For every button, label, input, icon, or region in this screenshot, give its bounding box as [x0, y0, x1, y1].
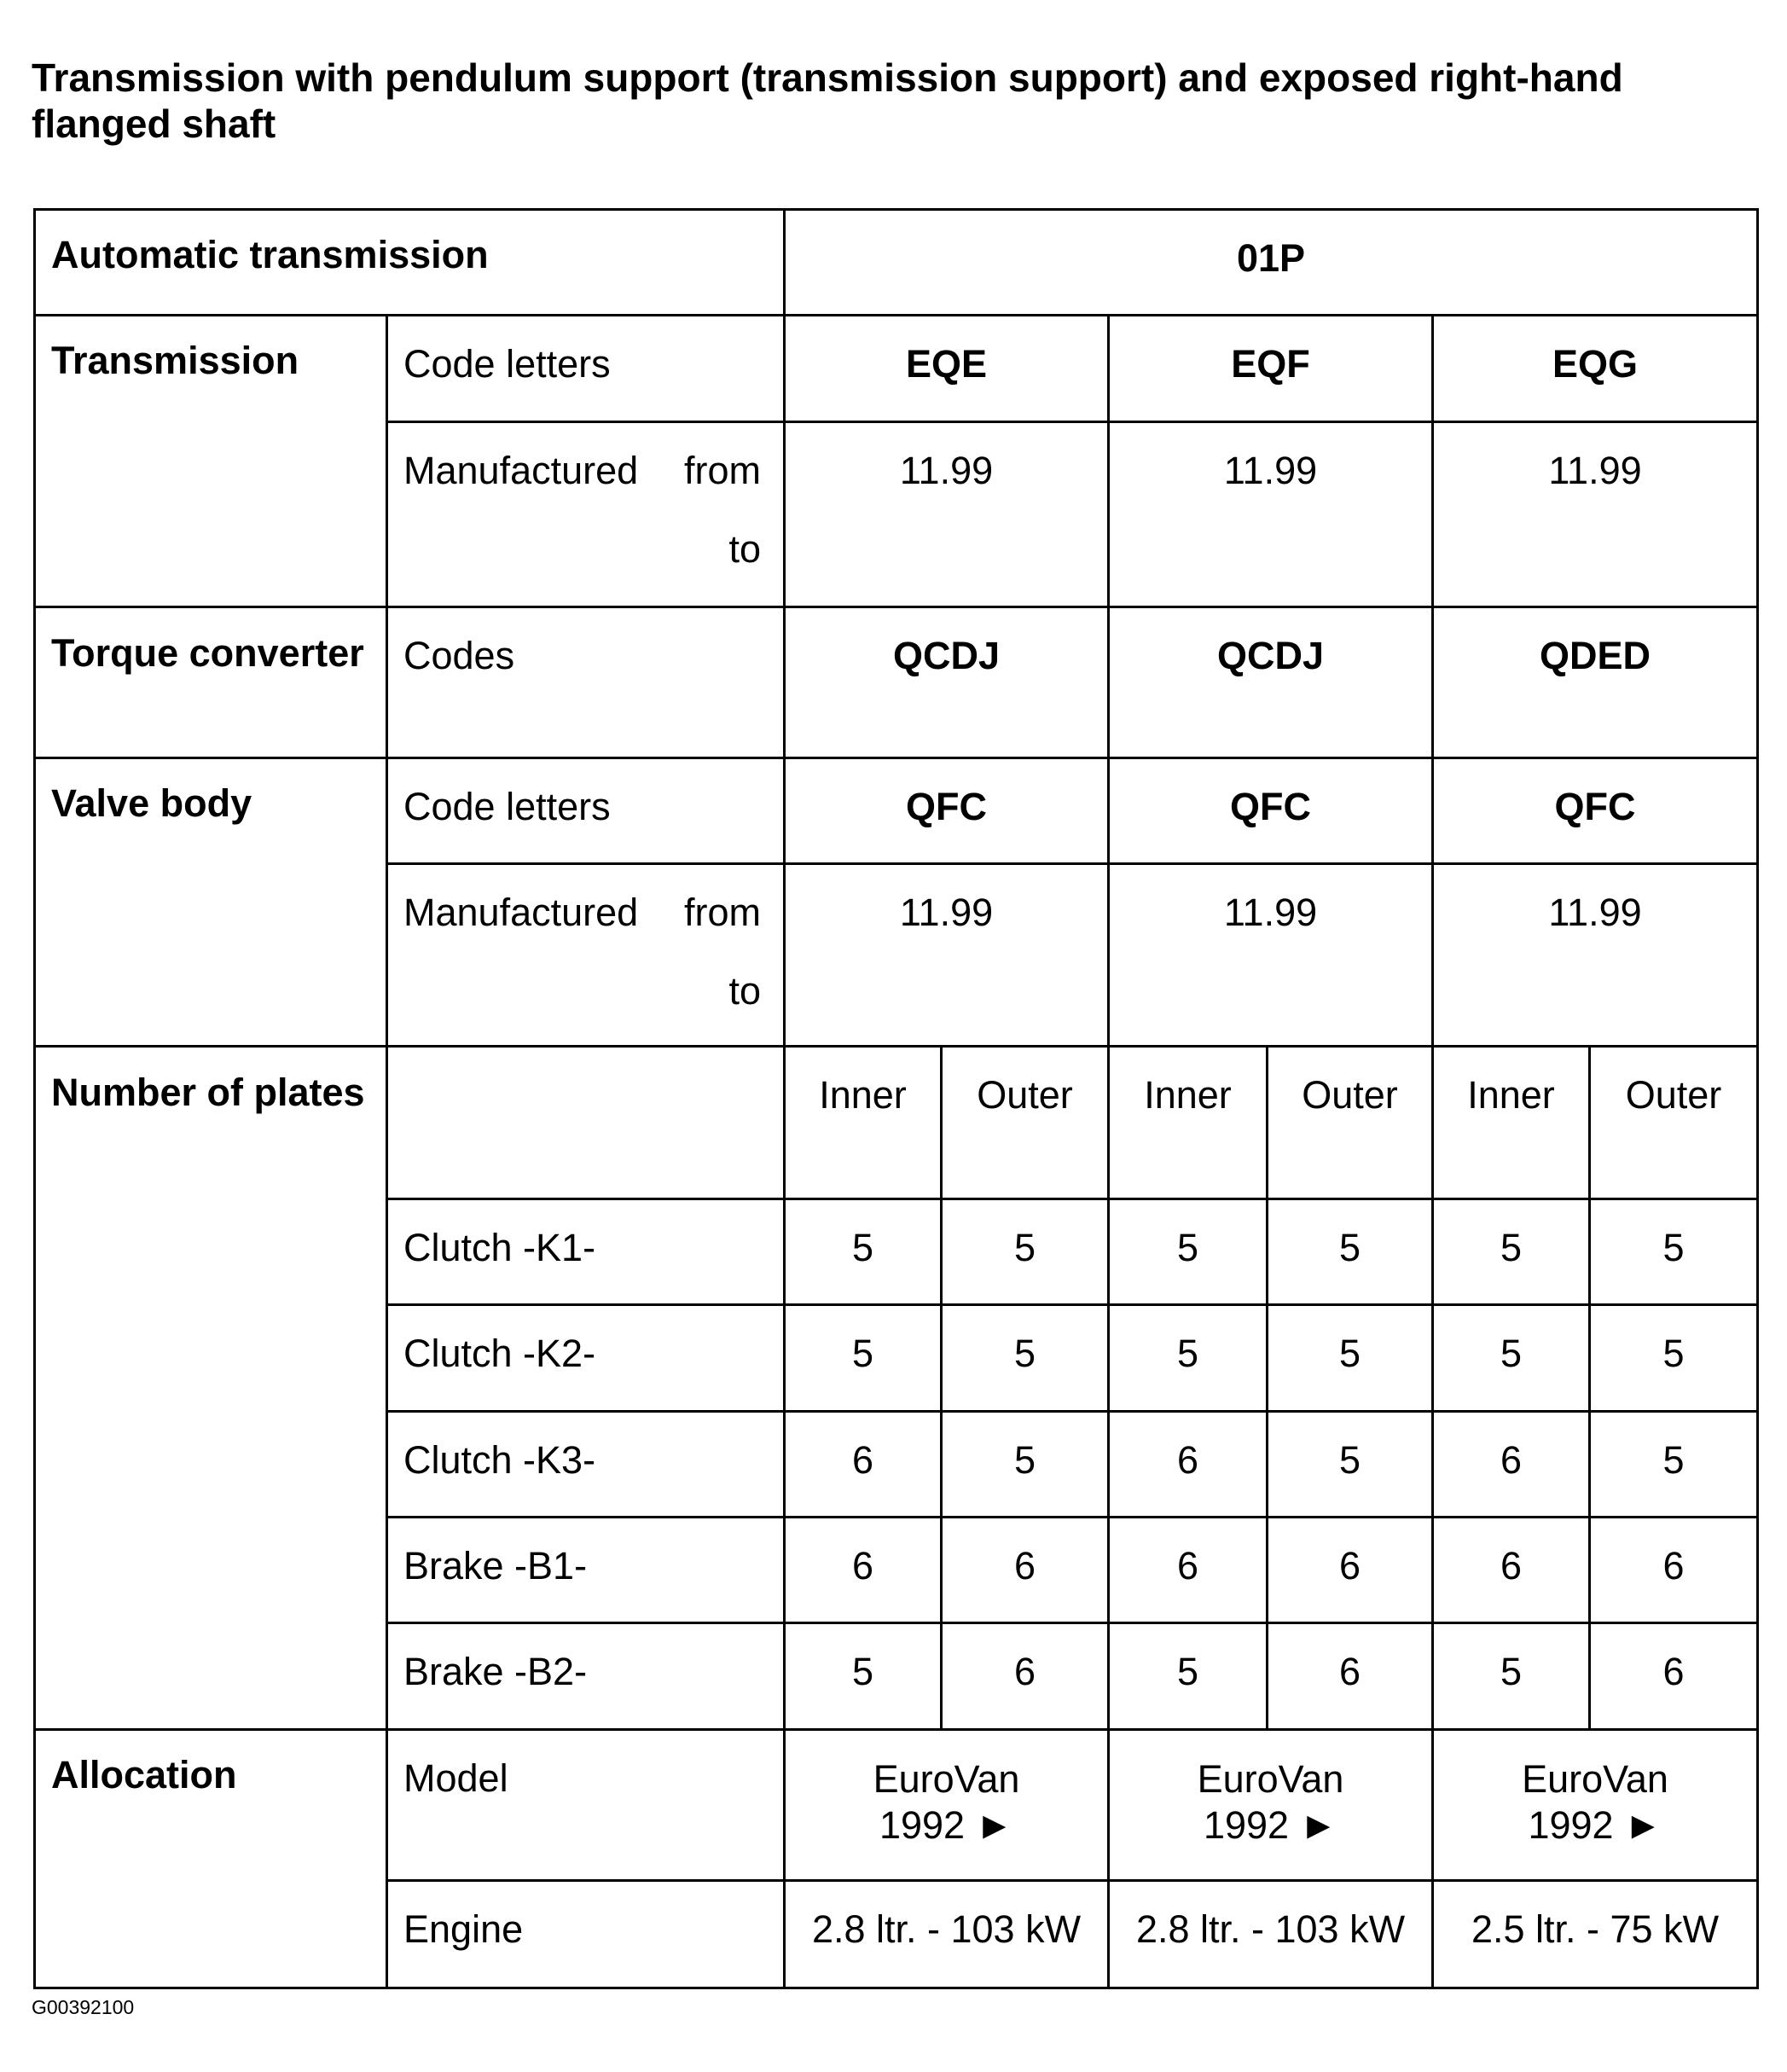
- torque-converter-codes-label: Codes: [387, 607, 785, 758]
- transmission-from-value: 11.99: [1433, 421, 1758, 607]
- plate-value: 5: [1433, 1623, 1590, 1729]
- plate-value: 6: [1109, 1411, 1268, 1517]
- plates-row-name: Brake -B2-: [387, 1623, 785, 1729]
- transmission-label: Transmission: [35, 316, 387, 607]
- page-title: Transmission with pendulum support (transmission support) and exposed right-hand flanged shaft: [32, 55, 1623, 146]
- inner-header: Inner: [785, 1047, 942, 1199]
- plate-value: 6: [785, 1518, 942, 1623]
- transmission-code: EQF: [1109, 316, 1433, 421]
- plate-value: 5: [1268, 1305, 1433, 1411]
- model-name: EuroVan: [1522, 1756, 1668, 1801]
- plate-value: 6: [1433, 1518, 1590, 1623]
- engine-label: Engine: [387, 1881, 785, 1988]
- engine-value: 2.5 ltr. - 75 kW: [1433, 1881, 1758, 1988]
- plate-value: 6: [1433, 1411, 1590, 1517]
- torque-converter-code: QCDJ: [785, 607, 1109, 758]
- transmission-from-value: 11.99: [1109, 421, 1433, 607]
- plate-value: 5: [1268, 1199, 1433, 1304]
- model-cell: [1433, 1729, 1758, 1881]
- figure-code: G00392100: [32, 1996, 135, 2018]
- plate-value: 5: [1590, 1199, 1758, 1304]
- torque-converter-code: QCDJ: [1109, 607, 1433, 758]
- plate-value: 5: [1590, 1305, 1758, 1411]
- from-label: from: [684, 448, 762, 492]
- valve-body-from-value: 11.99: [785, 863, 1109, 1047]
- plate-value: 6: [1268, 1518, 1433, 1623]
- plate-value: 6: [1109, 1518, 1268, 1623]
- header-value: 01P: [785, 210, 1758, 316]
- spec-table: [33, 208, 1759, 1989]
- plate-value: 5: [1433, 1305, 1590, 1411]
- plate-value: 6: [1590, 1518, 1758, 1623]
- transmission-from-value: 11.99: [785, 421, 1109, 607]
- transmission-code: EQG: [1433, 316, 1758, 421]
- torque-converter-row: [35, 607, 1758, 758]
- allocation-label: Allocation: [35, 1729, 387, 1988]
- plate-value: 5: [942, 1411, 1109, 1517]
- plates-header-row: [35, 1047, 1758, 1199]
- plates-empty-cell: [387, 1047, 785, 1199]
- model-name: EuroVan: [1197, 1756, 1344, 1801]
- model-year: 1992 ►: [1203, 1802, 1338, 1847]
- inner-header: Inner: [1109, 1047, 1268, 1199]
- plate-value: 6: [1590, 1623, 1758, 1729]
- to-label: to: [728, 968, 762, 1013]
- valve-body-code-row: [35, 758, 1758, 863]
- allocation-model-row: [35, 1729, 1758, 1881]
- model-year: 1992 ►: [1528, 1802, 1662, 1847]
- valve-body-code: QFC: [1433, 758, 1758, 863]
- torque-converter-label: Torque converter: [35, 607, 387, 758]
- manufactured-label: Manufactured: [403, 448, 639, 492]
- from-label: from: [684, 890, 762, 934]
- valve-body-label: Valve body: [35, 758, 387, 1047]
- engine-value: 2.8 ltr. - 103 kW: [1109, 1881, 1433, 1988]
- plate-value: 5: [785, 1199, 942, 1304]
- outer-header: Outer: [942, 1047, 1109, 1199]
- header-row: [35, 210, 1758, 316]
- outer-header: Outer: [1590, 1047, 1758, 1199]
- plates-row-name: Clutch -K2-: [387, 1305, 785, 1411]
- plate-value: 6: [785, 1411, 942, 1517]
- plate-value: 6: [1268, 1623, 1433, 1729]
- valve-body-from-value: 11.99: [1109, 863, 1433, 1047]
- inner-header: Inner: [1433, 1047, 1590, 1199]
- transmission-manufactured: [387, 421, 785, 607]
- transmission-code: EQE: [785, 316, 1109, 421]
- transmission-code-label: Code letters: [387, 316, 785, 421]
- model-label: Model: [387, 1729, 785, 1881]
- valve-body-code: QFC: [1109, 758, 1433, 863]
- model-year: 1992 ►: [879, 1802, 1014, 1847]
- plates-row-name: Clutch -K3-: [387, 1411, 785, 1517]
- plate-value: 5: [942, 1199, 1109, 1304]
- plate-value: 5: [785, 1305, 942, 1411]
- plate-value: 5: [1109, 1199, 1268, 1304]
- header-label: Automatic transmission: [35, 210, 785, 316]
- plates-row-name: Brake -B1-: [387, 1518, 785, 1623]
- plate-value: 5: [942, 1305, 1109, 1411]
- plate-value: 5: [1109, 1305, 1268, 1411]
- plate-value: 5: [1433, 1199, 1590, 1304]
- engine-value: 2.8 ltr. - 103 kW: [785, 1881, 1109, 1988]
- model-cell: [785, 1729, 1109, 1881]
- valve-body-manufactured: [387, 863, 785, 1047]
- plate-value: 5: [785, 1623, 942, 1729]
- torque-converter-code: QDED: [1433, 607, 1758, 758]
- plates-row-name: Clutch -K1-: [387, 1199, 785, 1304]
- plate-value: 5: [1109, 1623, 1268, 1729]
- valve-body-from-value: 11.99: [1433, 863, 1758, 1047]
- valve-body-code: QFC: [785, 758, 1109, 863]
- model-name: EuroVan: [873, 1756, 1020, 1801]
- to-label: to: [728, 526, 762, 571]
- plate-value: 6: [942, 1518, 1109, 1623]
- plates-label: Number of plates: [35, 1047, 387, 1730]
- manufactured-label: Manufactured: [403, 890, 639, 934]
- plate-value: 6: [942, 1623, 1109, 1729]
- valve-body-code-label: Code letters: [387, 758, 785, 863]
- model-cell: [1109, 1729, 1433, 1881]
- plate-value: 5: [1590, 1411, 1758, 1517]
- plate-value: 5: [1268, 1411, 1433, 1517]
- outer-header: Outer: [1268, 1047, 1433, 1199]
- transmission-code-row: [35, 316, 1758, 421]
